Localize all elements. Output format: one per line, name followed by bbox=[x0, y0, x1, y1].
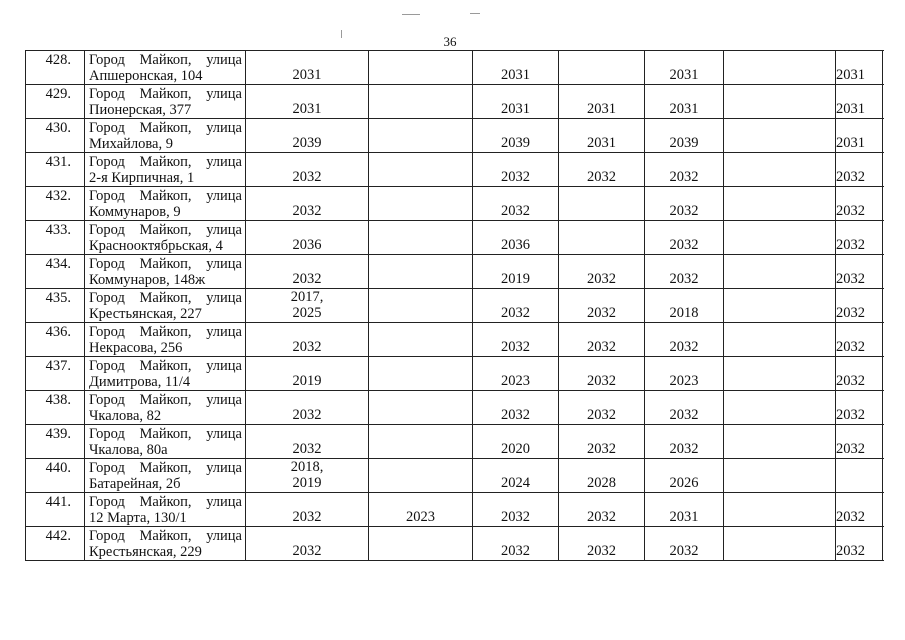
year-cell-5: 2032 bbox=[645, 187, 724, 221]
address-word: Майкоп, bbox=[139, 188, 192, 204]
address-word: Город bbox=[89, 290, 125, 306]
address-word: Майкоп, bbox=[139, 460, 192, 476]
year-cell-2 bbox=[369, 323, 473, 357]
address-line-1 bbox=[89, 86, 245, 102]
year-value: 2019 bbox=[292, 373, 322, 389]
address-cell bbox=[85, 459, 246, 493]
year-cell-2 bbox=[369, 221, 473, 255]
address-line-1 bbox=[89, 460, 245, 476]
year-cell-1 bbox=[246, 323, 369, 357]
scan-artifact bbox=[470, 13, 480, 14]
address-line-2: Апшеронская, 104 bbox=[89, 68, 203, 84]
year-cell-5: 2032 bbox=[645, 391, 724, 425]
address-word: Город bbox=[89, 120, 125, 136]
year-cell-3: 2032 bbox=[473, 527, 559, 561]
year-cell-4: 2032 bbox=[559, 153, 645, 187]
address-word: Майкоп, bbox=[139, 52, 192, 68]
address-word: Майкоп, bbox=[139, 222, 192, 238]
table-row bbox=[26, 425, 883, 459]
year-value: 2032 bbox=[292, 271, 322, 287]
year-cell-6 bbox=[724, 391, 836, 425]
year-value: 2032 bbox=[292, 407, 322, 423]
table-row bbox=[26, 85, 883, 119]
address-word: улица bbox=[206, 528, 242, 544]
year-cell-5: 2032 bbox=[645, 153, 724, 187]
year-cell-4: 2032 bbox=[559, 289, 645, 323]
year-value: 2031 bbox=[292, 67, 322, 83]
row-number: 429. bbox=[26, 85, 85, 119]
address-line-2: Батарейная, 2б bbox=[89, 476, 181, 492]
year-cell-4: 2032 bbox=[559, 391, 645, 425]
year-cell-3: 2032 bbox=[473, 153, 559, 187]
year-cell-6 bbox=[724, 493, 836, 527]
year-cell-6 bbox=[724, 51, 836, 85]
address-word: улица bbox=[206, 52, 242, 68]
address-line-1 bbox=[89, 154, 245, 170]
address-line-1 bbox=[89, 52, 245, 68]
year-cell-7: 2032 bbox=[836, 493, 883, 527]
address-word: Город bbox=[89, 358, 125, 374]
year-cell-7: 2032 bbox=[836, 323, 883, 357]
table-row bbox=[26, 255, 883, 289]
year-cell-2: 2023 bbox=[369, 493, 473, 527]
row-number: 428. bbox=[26, 51, 85, 85]
row-number: 442. bbox=[26, 527, 85, 561]
year-cell-4: 2032 bbox=[559, 255, 645, 289]
address-cell bbox=[85, 255, 246, 289]
year-cell-6 bbox=[724, 527, 836, 561]
year-cell-2 bbox=[369, 357, 473, 391]
year-cell-5: 2032 bbox=[645, 323, 724, 357]
year-cell-2 bbox=[369, 459, 473, 493]
address-cell bbox=[85, 323, 246, 357]
address-word: улица bbox=[206, 358, 242, 374]
year-cell-1 bbox=[246, 221, 369, 255]
table-row bbox=[26, 357, 883, 391]
year-cell-7: 2032 bbox=[836, 289, 883, 323]
year-cell-4: 2032 bbox=[559, 527, 645, 561]
year-cell-7: 2031 bbox=[836, 85, 883, 119]
address-cell bbox=[85, 119, 246, 153]
year-cell-4 bbox=[559, 221, 645, 255]
address-word: Майкоп, bbox=[139, 86, 192, 102]
row-number: 441. bbox=[26, 493, 85, 527]
year-cell-3: 2032 bbox=[473, 323, 559, 357]
row-number: 431. bbox=[26, 153, 85, 187]
year-cell-1 bbox=[246, 425, 369, 459]
row-number: 435. bbox=[26, 289, 85, 323]
table-row bbox=[26, 153, 883, 187]
year-value: 2031 bbox=[292, 101, 322, 117]
year-cell-5: 2031 bbox=[645, 85, 724, 119]
address-cell bbox=[85, 391, 246, 425]
year-cell-3: 2032 bbox=[473, 289, 559, 323]
table-row bbox=[26, 459, 883, 493]
address-cell bbox=[85, 51, 246, 85]
address-word: улица bbox=[206, 86, 242, 102]
address-line-1 bbox=[89, 358, 245, 374]
address-word: Майкоп, bbox=[139, 324, 192, 340]
address-cell bbox=[85, 357, 246, 391]
year-cell-6 bbox=[724, 357, 836, 391]
address-word: Майкоп, bbox=[139, 290, 192, 306]
year-cell-1 bbox=[246, 255, 369, 289]
year-cell-5: 2039 bbox=[645, 119, 724, 153]
address-word: Майкоп, bbox=[139, 426, 192, 442]
year-cell-7: 2031 bbox=[836, 51, 883, 85]
address-word: улица bbox=[206, 426, 242, 442]
year-cell-3: 2036 bbox=[473, 221, 559, 255]
address-cell bbox=[85, 527, 246, 561]
year-cell-1 bbox=[246, 357, 369, 391]
year-cell-5: 2018 bbox=[645, 289, 724, 323]
address-line-1 bbox=[89, 324, 245, 340]
table-row bbox=[26, 289, 883, 323]
year-cell-3: 2039 bbox=[473, 119, 559, 153]
address-word: улица bbox=[206, 494, 242, 510]
year-cell-6 bbox=[724, 255, 836, 289]
year-cell-1 bbox=[246, 527, 369, 561]
year-value: 2032 bbox=[292, 441, 322, 457]
year-cell-6 bbox=[724, 119, 836, 153]
row-number: 430. bbox=[26, 119, 85, 153]
year-cell-5: 2031 bbox=[645, 493, 724, 527]
address-word: улица bbox=[206, 324, 242, 340]
address-line-1 bbox=[89, 120, 245, 136]
year-value: 2018, bbox=[290, 459, 324, 475]
year-cell-2 bbox=[369, 51, 473, 85]
table-row bbox=[26, 51, 883, 85]
year-cell-2 bbox=[369, 527, 473, 561]
address-line-1 bbox=[89, 426, 245, 442]
address-word: Город bbox=[89, 494, 125, 510]
address-word: Майкоп, bbox=[139, 120, 192, 136]
address-word: Город bbox=[89, 324, 125, 340]
address-line-1 bbox=[89, 494, 245, 510]
address-word: улица bbox=[206, 188, 242, 204]
address-word: Майкоп, bbox=[139, 154, 192, 170]
address-line-2: Коммунаров, 9 bbox=[89, 204, 181, 220]
year-cell-4: 2031 bbox=[559, 85, 645, 119]
year-cell-7 bbox=[836, 459, 883, 493]
address-word: Город bbox=[89, 52, 125, 68]
year-cell-2 bbox=[369, 289, 473, 323]
address-line-2: Некрасова, 256 bbox=[89, 340, 183, 356]
address-line-2: Краснооктябрьская, 4 bbox=[89, 238, 223, 254]
year-cell-3: 2023 bbox=[473, 357, 559, 391]
year-cell-3: 2032 bbox=[473, 493, 559, 527]
address-word: Майкоп, bbox=[139, 358, 192, 374]
year-cell-5: 2032 bbox=[645, 425, 724, 459]
address-cell bbox=[85, 493, 246, 527]
year-cell-1 bbox=[246, 51, 369, 85]
year-cell-1 bbox=[246, 391, 369, 425]
address-cell bbox=[85, 289, 246, 323]
row-number: 438. bbox=[26, 391, 85, 425]
year-cell-4: 2032 bbox=[559, 323, 645, 357]
address-word: Майкоп, bbox=[139, 392, 192, 408]
registry-body bbox=[26, 51, 883, 561]
address-word: Город bbox=[89, 86, 125, 102]
address-line-2: Коммунаров, 148ж bbox=[89, 272, 206, 288]
year-cell-3: 2024 bbox=[473, 459, 559, 493]
year-value: 2032 bbox=[292, 543, 322, 559]
year-cell-3: 2019 bbox=[473, 255, 559, 289]
year-cell-5: 2026 bbox=[645, 459, 724, 493]
address-cell bbox=[85, 85, 246, 119]
address-word: Город bbox=[89, 460, 125, 476]
year-cell-4 bbox=[559, 187, 645, 221]
year-value: 2017, bbox=[290, 289, 324, 305]
year-cell-1 bbox=[246, 493, 369, 527]
year-cell-4: 2028 bbox=[559, 459, 645, 493]
year-cell-3: 2031 bbox=[473, 85, 559, 119]
row-number: 439. bbox=[26, 425, 85, 459]
year-cell-6 bbox=[724, 187, 836, 221]
year-cell-3: 2031 bbox=[473, 51, 559, 85]
year-value: 2032 bbox=[292, 203, 322, 219]
year-cell-6 bbox=[724, 323, 836, 357]
row-number: 440. bbox=[26, 459, 85, 493]
address-line-2: Михайлова, 9 bbox=[89, 136, 173, 152]
page-number: 36 bbox=[443, 34, 457, 49]
year-cell-1 bbox=[246, 289, 369, 323]
address-line-1 bbox=[89, 222, 245, 238]
address-word: Город bbox=[89, 528, 125, 544]
year-cell-3: 2020 bbox=[473, 425, 559, 459]
year-cell-1 bbox=[246, 119, 369, 153]
year-cell-2 bbox=[369, 255, 473, 289]
address-line-2: Крестьянская, 229 bbox=[89, 544, 202, 560]
year-cell-6 bbox=[724, 85, 836, 119]
year-value: 2025 bbox=[292, 305, 322, 321]
table-row bbox=[26, 493, 883, 527]
table-row bbox=[26, 391, 883, 425]
year-cell-3: 2032 bbox=[473, 391, 559, 425]
year-cell-4: 2031 bbox=[559, 119, 645, 153]
year-cell-7: 2032 bbox=[836, 153, 883, 187]
year-cell-7: 2032 bbox=[836, 425, 883, 459]
year-cell-6 bbox=[724, 153, 836, 187]
year-cell-4: 2032 bbox=[559, 493, 645, 527]
row-number: 432. bbox=[26, 187, 85, 221]
address-line-2: 2-я Кирпичная, 1 bbox=[89, 170, 195, 186]
year-value: 2039 bbox=[292, 135, 322, 151]
scan-artifact bbox=[402, 14, 420, 15]
row-number: 433. bbox=[26, 221, 85, 255]
address-word: Город bbox=[89, 426, 125, 442]
address-line-2: Крестьянская, 227 bbox=[89, 306, 202, 322]
year-value: 2032 bbox=[292, 169, 322, 185]
address-line-2: Чкалова, 82 bbox=[89, 408, 162, 424]
year-cell-2 bbox=[369, 187, 473, 221]
year-cell-5: 2032 bbox=[645, 527, 724, 561]
year-cell-1 bbox=[246, 459, 369, 493]
address-cell bbox=[85, 153, 246, 187]
address-word: улица bbox=[206, 120, 242, 136]
year-value: 2019 bbox=[292, 475, 322, 491]
year-cell-7: 2031 bbox=[836, 119, 883, 153]
year-cell-7: 2032 bbox=[836, 255, 883, 289]
year-cell-7: 2032 bbox=[836, 357, 883, 391]
address-line-2: Димитрова, 11/4 bbox=[89, 374, 191, 390]
year-cell-1 bbox=[246, 85, 369, 119]
address-word: Майкоп, bbox=[139, 494, 192, 510]
year-cell-7: 2032 bbox=[836, 221, 883, 255]
address-word: Город bbox=[89, 188, 125, 204]
table-row bbox=[26, 527, 883, 561]
address-line-2: 12 Марта, 130/1 bbox=[89, 510, 187, 526]
table-row bbox=[26, 221, 883, 255]
address-word: Город bbox=[89, 222, 125, 238]
year-cell-2 bbox=[369, 425, 473, 459]
address-line-1 bbox=[89, 528, 245, 544]
address-line-1 bbox=[89, 392, 245, 408]
address-line-1 bbox=[89, 188, 245, 204]
year-value: 2032 bbox=[292, 339, 322, 355]
year-cell-7: 2032 bbox=[836, 527, 883, 561]
year-cell-1 bbox=[246, 153, 369, 187]
address-word: улица bbox=[206, 222, 242, 238]
year-cell-6 bbox=[724, 459, 836, 493]
row-number: 437. bbox=[26, 357, 85, 391]
year-cell-7: 2032 bbox=[836, 187, 883, 221]
year-value: 2036 bbox=[292, 237, 322, 253]
address-word: Город bbox=[89, 256, 125, 272]
address-word: Майкоп, bbox=[139, 256, 192, 272]
year-cell-2 bbox=[369, 391, 473, 425]
year-cell-5: 2023 bbox=[645, 357, 724, 391]
year-value: 2032 bbox=[292, 509, 322, 525]
address-word: улица bbox=[206, 154, 242, 170]
address-line-1 bbox=[89, 290, 245, 306]
year-cell-2 bbox=[369, 153, 473, 187]
address-word: улица bbox=[206, 460, 242, 476]
address-word: улица bbox=[206, 290, 242, 306]
year-cell-5: 2032 bbox=[645, 255, 724, 289]
address-word: улица bbox=[206, 392, 242, 408]
year-cell-5: 2032 bbox=[645, 221, 724, 255]
address-word: Город bbox=[89, 154, 125, 170]
year-cell-6 bbox=[724, 425, 836, 459]
year-cell-4: 2032 bbox=[559, 357, 645, 391]
table-row bbox=[26, 323, 883, 357]
address-cell bbox=[85, 425, 246, 459]
address-line-2: Чкалова, 80а bbox=[89, 442, 168, 458]
year-cell-6 bbox=[724, 289, 836, 323]
year-cell-5: 2031 bbox=[645, 51, 724, 85]
scan-artifact bbox=[341, 30, 342, 38]
table-row bbox=[26, 187, 883, 221]
row-number: 434. bbox=[26, 255, 85, 289]
year-cell-1 bbox=[246, 187, 369, 221]
year-cell-2 bbox=[369, 119, 473, 153]
address-line-1 bbox=[89, 256, 245, 272]
address-line-2: Пионерская, 377 bbox=[89, 102, 192, 118]
address-word: Майкоп, bbox=[139, 528, 192, 544]
address-word: улица bbox=[206, 256, 242, 272]
address-cell bbox=[85, 187, 246, 221]
year-cell-4: 2032 bbox=[559, 425, 645, 459]
table-row bbox=[26, 119, 883, 153]
year-cell-4 bbox=[559, 51, 645, 85]
year-cell-2 bbox=[369, 85, 473, 119]
year-cell-7: 2032 bbox=[836, 391, 883, 425]
registry-table bbox=[25, 50, 883, 561]
year-cell-6 bbox=[724, 221, 836, 255]
address-cell bbox=[85, 221, 246, 255]
address-word: Город bbox=[89, 392, 125, 408]
year-cell-3: 2032 bbox=[473, 187, 559, 221]
row-number: 436. bbox=[26, 323, 85, 357]
